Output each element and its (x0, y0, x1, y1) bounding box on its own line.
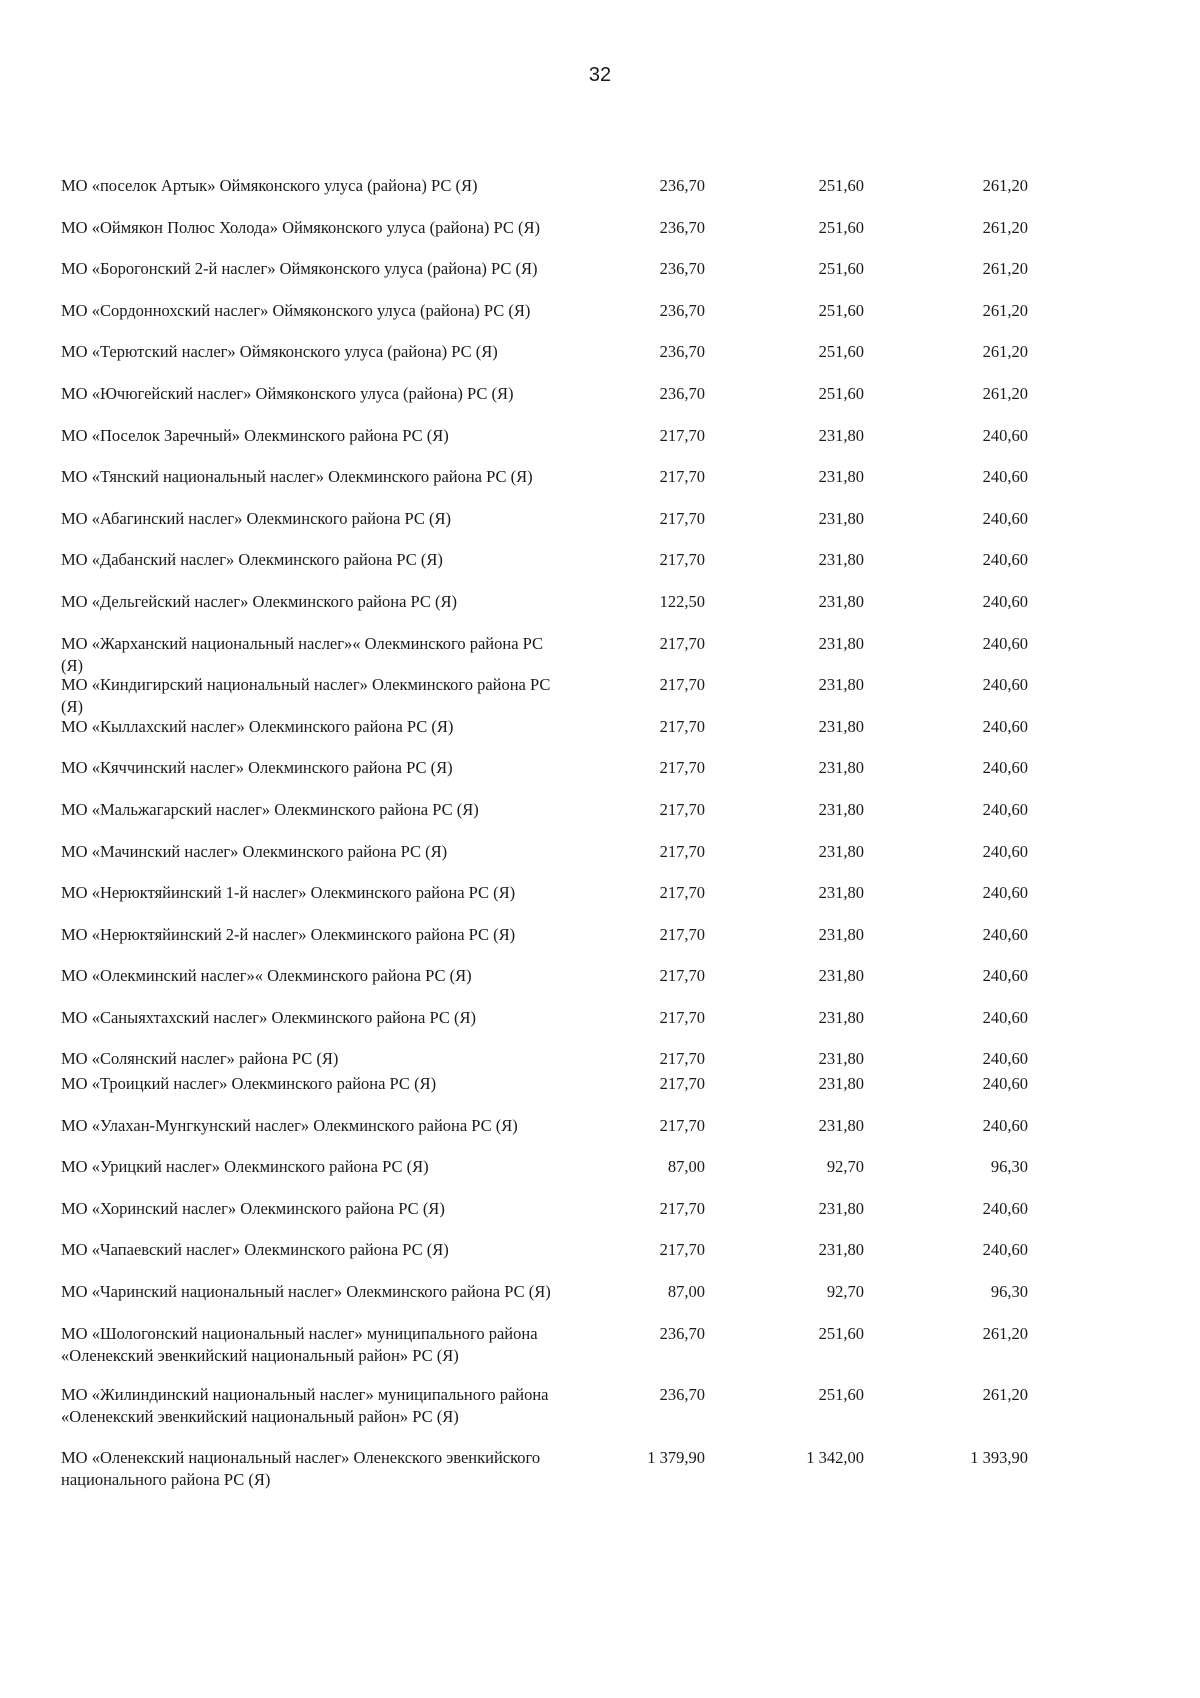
value-col-3: 240,60 (982, 842, 1028, 861)
value-col-2: 251,60 (818, 1324, 864, 1343)
value-col-2: 1 342,00 (806, 1448, 864, 1467)
municipality-name: МО «Оймякон Полюс Холода» Оймяконского улуса (района) РС (Я) (61, 218, 541, 237)
value-col-3: 240,60 (982, 1116, 1028, 1135)
value-col-2: 231,80 (818, 925, 864, 944)
value-col-1: 217,70 (659, 966, 705, 985)
value-col-2: 231,80 (818, 592, 864, 611)
value-col-3: 240,60 (982, 1049, 1028, 1068)
value-col-3: 261,20 (982, 342, 1028, 361)
value-col-3: 240,60 (982, 550, 1028, 569)
municipality-name: МО «Улахан-Мунгкунский наслег» Олекминского района РС (Я) (61, 1116, 518, 1135)
value-col-3: 240,60 (982, 800, 1028, 819)
value-col-2: 231,80 (818, 966, 864, 985)
municipality-name: МО «Абагинский наслег» Олекминского района РС (Я) (61, 509, 451, 528)
municipality-name: МО «Олекминский наслег»« Олекминского района РС (Я) (61, 966, 472, 985)
value-col-1: 217,70 (659, 842, 705, 861)
value-col-2: 251,60 (818, 384, 864, 403)
value-col-2: 92,70 (826, 1157, 864, 1176)
municipality-name: МО «Дельгейский наслег» Олекминского района РС (Я) (61, 592, 458, 611)
value-col-3: 261,20 (982, 1385, 1028, 1404)
municipality-name: МО «Сордоннохский наслег» Оймяконского улуса (района) РС (Я) (61, 301, 531, 320)
value-col-2: 231,80 (818, 426, 864, 445)
value-col-1: 236,70 (659, 301, 705, 320)
page-number: 32 (588, 64, 612, 86)
municipality-name: МО «Хоринский наслег» Олекминского района РС (Я) (61, 1199, 445, 1218)
municipality-name: МО «Кяччинский наслег» Олекминского района РС (Я) (61, 758, 453, 777)
value-col-2: 251,60 (818, 259, 864, 278)
municipality-name: МО «Жилиндинский национальный наслег» муниципального района «Оленекский эвенкийский национальный район» РС (Я) (61, 1385, 549, 1426)
value-col-1: 87,00 (667, 1282, 705, 1301)
value-col-1: 217,70 (659, 1074, 705, 1093)
value-col-1: 236,70 (659, 1324, 705, 1343)
value-col-1: 236,70 (659, 259, 705, 278)
value-col-3: 261,20 (982, 1324, 1028, 1343)
municipality-name: МО «Солянский наслег» района РС (Я) (61, 1049, 339, 1068)
municipality-name: МО «поселок Артык» Оймяконского улуса (района) РС (Я) (61, 176, 478, 195)
municipality-name: МО «Борогонский 2-й наслег» Оймяконского улуса (района) РС (Я) (61, 259, 538, 278)
value-col-2: 231,80 (818, 883, 864, 902)
value-col-3: 240,60 (982, 1008, 1028, 1027)
value-col-2: 251,60 (818, 218, 864, 237)
value-col-2: 92,70 (826, 1282, 864, 1301)
value-col-3: 240,60 (982, 592, 1028, 611)
municipality-name: МО «Жарханский национальный наслег»« Олекминского района РС (Я) (61, 634, 544, 675)
value-col-2: 231,80 (818, 758, 864, 777)
value-col-2: 231,80 (818, 634, 864, 653)
value-col-3: 240,60 (982, 426, 1028, 445)
value-col-3: 96,30 (990, 1157, 1028, 1176)
municipality-name: МО «Шологонский национальный наслег» муниципального района «Оленекский эвенкийский национальный район» РС (Я) (61, 1324, 538, 1365)
value-col-3: 261,20 (982, 259, 1028, 278)
value-col-1: 217,70 (659, 426, 705, 445)
value-col-1: 1 379,90 (647, 1448, 705, 1467)
value-col-1: 236,70 (659, 218, 705, 237)
municipality-name: МО «Кыллахский наслег» Олекминского района РС (Я) (61, 717, 454, 736)
municipality-name: МО «Урицкий наслег» Олекминского района РС (Я) (61, 1157, 429, 1176)
value-col-2: 251,60 (818, 301, 864, 320)
municipality-name: МО «Нерюктяйинский 2-й наслег» Олекминского района РС (Я) (61, 925, 516, 944)
value-col-3: 240,60 (982, 675, 1028, 694)
municipality-name: МО «Чаринский национальный наслег» Олекминского района РС (Я) (61, 1282, 551, 1301)
value-col-3: 240,60 (982, 1199, 1028, 1218)
value-col-1: 217,70 (659, 925, 705, 944)
value-col-2: 231,80 (818, 1049, 864, 1068)
value-col-2: 231,80 (818, 550, 864, 569)
value-col-1: 217,70 (659, 1008, 705, 1027)
municipality-name: МО «Тянский национальный наслег» Олекминского района РС (Я) (61, 467, 533, 486)
value-col-2: 231,80 (818, 675, 864, 694)
value-col-2: 231,80 (818, 717, 864, 736)
value-col-3: 240,60 (982, 925, 1028, 944)
municipality-name: МО «Нерюктяйинский 1-й наслег» Олекминского района РС (Я) (61, 883, 516, 902)
value-col-3: 261,20 (982, 301, 1028, 320)
value-col-2: 231,80 (818, 1008, 864, 1027)
value-col-3: 240,60 (982, 509, 1028, 528)
value-col-2: 251,60 (818, 1385, 864, 1404)
value-col-2: 251,60 (818, 342, 864, 361)
municipality-name: МО «Чапаевский наслег» Олекминского района РС (Я) (61, 1240, 449, 1259)
value-col-1: 236,70 (659, 1385, 705, 1404)
municipality-name: МО «Ючюгейский наслег» Оймяконского улуса (района) РС (Я) (61, 384, 514, 403)
value-col-1: 217,70 (659, 634, 705, 653)
value-col-3: 240,60 (982, 883, 1028, 902)
value-col-3: 261,20 (982, 384, 1028, 403)
value-col-2: 231,80 (818, 467, 864, 486)
value-col-1: 236,70 (659, 176, 705, 195)
value-col-2: 231,80 (818, 1199, 864, 1218)
value-col-1: 217,70 (659, 1240, 705, 1259)
value-col-1: 87,00 (667, 1157, 705, 1176)
value-col-3: 240,60 (982, 1240, 1028, 1259)
value-col-1: 217,70 (659, 675, 705, 694)
value-col-3: 240,60 (982, 758, 1028, 777)
municipality-name: МО «Поселок Заречный» Олекминского района РС (Я) (61, 426, 449, 445)
value-col-3: 261,20 (982, 218, 1028, 237)
municipality-name: МО «Мачинский наслег» Олекминского района РС (Я) (61, 842, 448, 861)
value-col-2: 231,80 (818, 800, 864, 819)
municipality-name: МО «Мальжагарский наслег» Олекминского района РС (Я) (61, 800, 479, 819)
municipality-name: МО «Троицкий наслег» Олекминского района РС (Я) (61, 1074, 437, 1093)
value-col-3: 261,20 (982, 176, 1028, 195)
value-col-3: 240,60 (982, 717, 1028, 736)
value-col-3: 240,60 (982, 634, 1028, 653)
value-col-1: 217,70 (659, 883, 705, 902)
value-col-1: 217,70 (659, 550, 705, 569)
value-col-2: 231,80 (818, 1074, 864, 1093)
value-col-1: 217,70 (659, 800, 705, 819)
value-col-3: 240,60 (982, 966, 1028, 985)
value-col-1: 217,70 (659, 717, 705, 736)
value-col-3: 96,30 (990, 1282, 1028, 1301)
value-col-1: 236,70 (659, 384, 705, 403)
value-col-2: 231,80 (818, 1116, 864, 1135)
value-col-3: 240,60 (982, 467, 1028, 486)
municipality-name: МО «Оленекский национальный наслег» Оленекского эвенкийского национального района РС (Я) (61, 1448, 541, 1489)
value-col-1: 217,70 (659, 1199, 705, 1218)
value-col-1: 217,70 (659, 1049, 705, 1068)
value-col-1: 217,70 (659, 1116, 705, 1135)
municipality-name: МО «Дабанский наслег» Олекминского района РС (Я) (61, 550, 443, 569)
value-col-2: 231,80 (818, 1240, 864, 1259)
value-col-2: 251,60 (818, 176, 864, 195)
value-col-3: 1 393,90 (970, 1448, 1028, 1467)
value-col-1: 217,70 (659, 758, 705, 777)
value-col-2: 231,80 (818, 509, 864, 528)
value-col-3: 240,60 (982, 1074, 1028, 1093)
value-col-1: 217,70 (659, 467, 705, 486)
value-col-1: 236,70 (659, 342, 705, 361)
municipality-name: МО «Терютский наслег» Оймяконского улуса (района) РС (Я) (61, 342, 498, 361)
municipality-name: МО «Киндигирский национальный наслег» Олекминского района РС (Я) (61, 675, 551, 716)
municipality-name: МО «Саныяхтахский наслег» Олекминского района РС (Я) (61, 1008, 476, 1027)
value-col-2: 231,80 (818, 842, 864, 861)
value-col-1: 217,70 (659, 509, 705, 528)
value-col-1: 122,50 (659, 592, 705, 611)
